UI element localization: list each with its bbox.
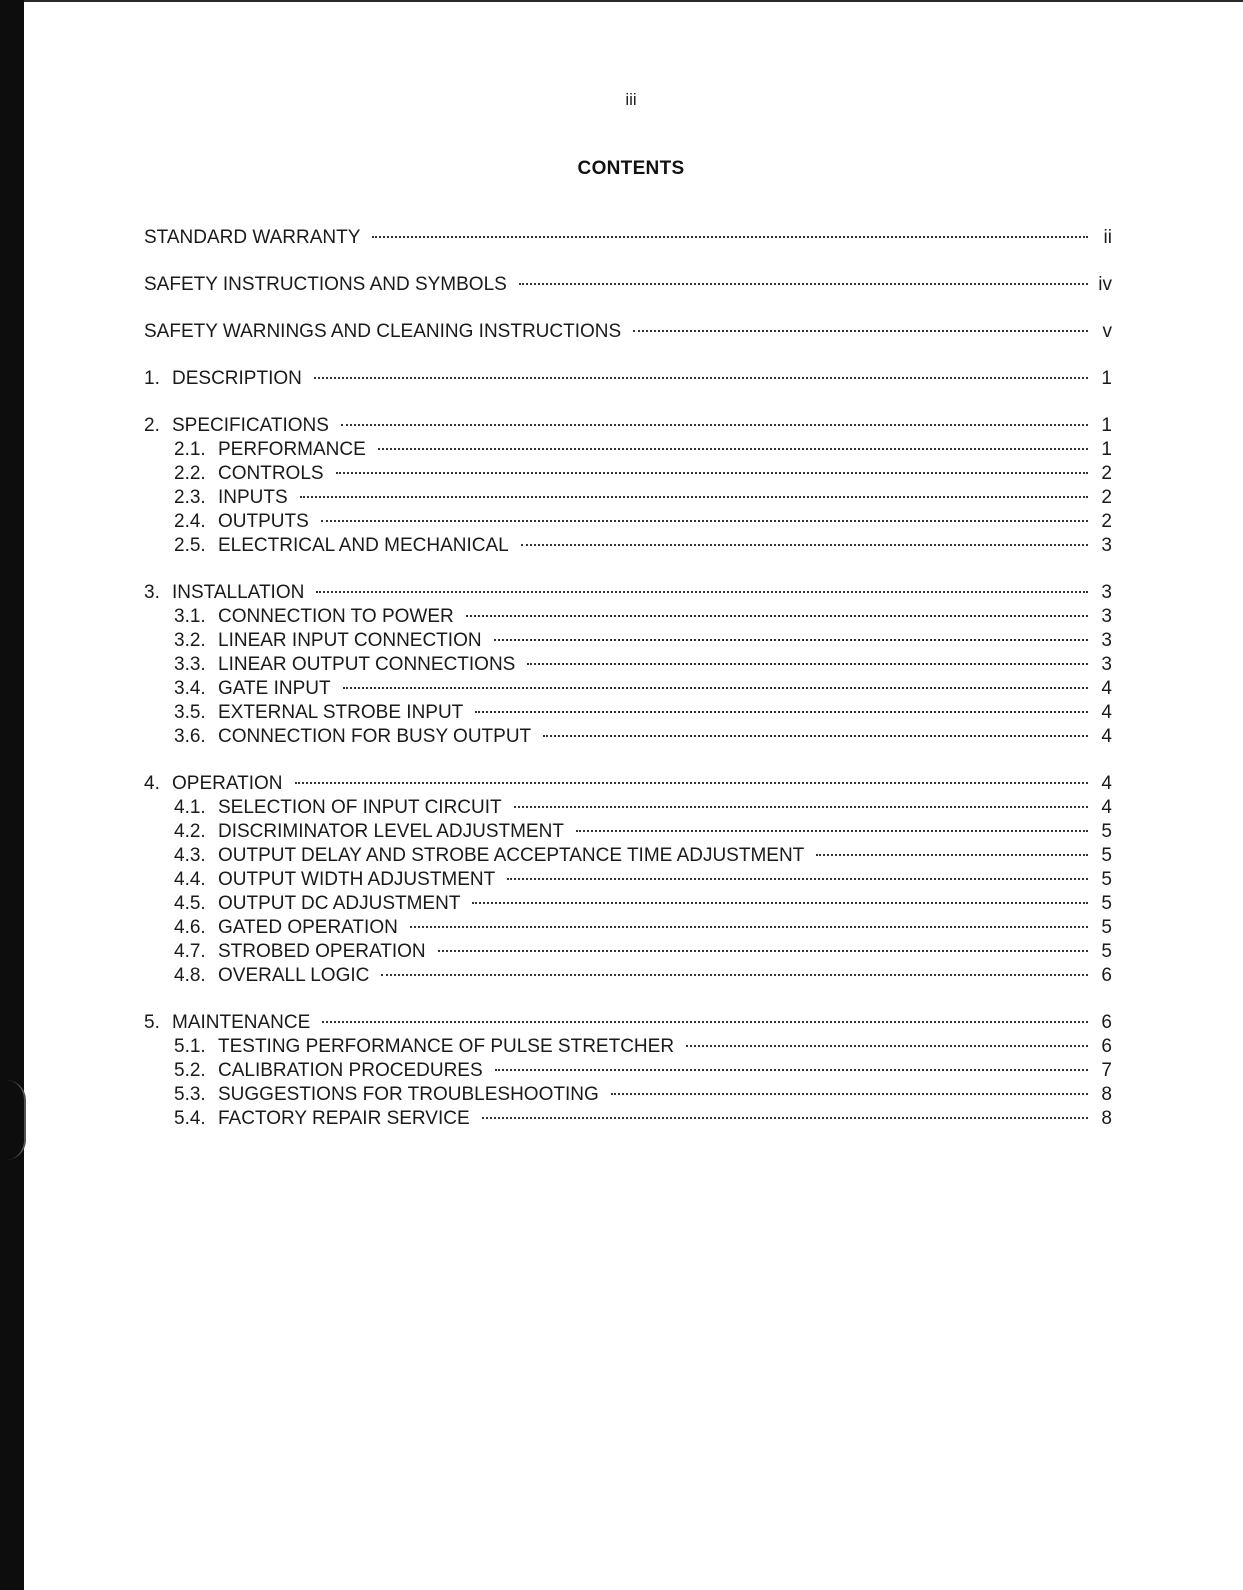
toc-subsection[interactable] [144,1059,1112,1083]
toc-entry-safety-instructions[interactable] [144,273,1112,297]
dot-leader [381,973,1088,976]
toc-subsection[interactable] [144,916,1112,940]
toc-section-label: OPERATION [172,773,283,794]
toc-subsection-number: 3.6. [174,726,206,747]
toc-subsection[interactable] [144,653,1112,677]
toc-section-page: 6 [1101,1012,1112,1033]
toc-subsection-label: LINEAR INPUT CONNECTION [218,630,482,651]
toc-subsection-label: CALIBRATION PROCEDURES [218,1060,483,1081]
toc-subsection-label: ELECTRICAL AND MECHANICAL [218,535,509,556]
binding-mark [4,1080,26,1160]
dot-leader [378,447,1088,450]
toc-subsection-label: CONTROLS [218,463,324,484]
toc-subsection-number: 4.8. [174,965,206,986]
toc-section-label: SPECIFICATIONS [172,415,329,436]
toc-subsection-page: 1 [1101,439,1112,460]
toc-subsection-number: 2.4. [174,511,206,532]
dot-leader [521,543,1088,546]
toc-subsection-number: 5.4. [174,1108,206,1129]
toc-section-page: 1 [1101,368,1112,389]
toc-subsection-number: 4.6. [174,917,206,938]
toc-section-label: DESCRIPTION [172,368,302,389]
toc-section-number: 1. [144,368,160,389]
page-title: CONTENTS [577,158,685,179]
toc-subsection[interactable] [144,868,1112,892]
scan-left-edge [0,0,24,1590]
toc-subsection[interactable] [144,510,1112,534]
toc-entry-page: ii [1103,227,1112,248]
page-number: iii [625,90,637,109]
toc-subsection-number: 3.2. [174,630,206,651]
dot-leader [336,471,1088,474]
toc-entry-page: v [1102,321,1112,342]
toc-subsection-number: 5.1. [174,1036,206,1057]
toc-subsection[interactable] [144,462,1112,486]
toc-subsection-page: 5 [1101,917,1112,938]
dot-leader [316,590,1088,593]
toc-subsection-label: STROBED OPERATION [218,941,426,962]
toc-subsection[interactable] [144,796,1112,820]
toc-subsection-number: 4.7. [174,941,206,962]
dot-leader [507,877,1088,880]
toc-entry-page: iv [1098,274,1112,295]
dot-leader [576,829,1088,832]
dot-leader [519,282,1088,285]
toc-entry-label: SAFETY WARNINGS AND CLEANING INSTRUCTIONS [144,321,622,342]
toc-section-number: 4. [144,773,160,794]
toc-subsection-label: OUTPUT DC ADJUSTMENT [218,893,461,914]
dot-leader [543,734,1088,737]
dot-leader [466,614,1088,617]
toc-subsection-label: OUTPUT DELAY AND STROBE ACCEPTANCE TIME ADJUSTMENT [218,845,805,866]
toc-subsection-number: 3.1. [174,606,206,627]
toc-section-description[interactable] [144,367,1112,391]
toc-section-page: 3 [1101,582,1112,603]
toc-section-page: 1 [1101,415,1112,436]
toc-subsection[interactable] [144,820,1112,844]
toc-subsection-number: 4.5. [174,893,206,914]
toc-subsection[interactable] [144,940,1112,964]
toc-subsection-page: 5 [1101,845,1112,866]
toc-subsection-page: 2 [1101,511,1112,532]
dot-leader [322,1020,1088,1023]
toc-subsection-page: 8 [1101,1108,1112,1129]
toc-section-maintenance[interactable] [144,1011,1112,1035]
dot-leader [816,853,1088,856]
toc-section-specifications[interactable] [144,414,1112,438]
toc-subsection-label: GATE INPUT [218,678,331,699]
toc-entry-label: STANDARD WARRANTY [144,227,361,248]
toc-section-installation[interactable] [144,581,1112,605]
toc-subsection-number: 3.4. [174,678,206,699]
dot-leader [475,710,1088,713]
toc-subsection[interactable] [144,605,1112,629]
dot-leader [514,805,1088,808]
dot-leader [343,686,1088,689]
toc-subsection-number: 4.4. [174,869,206,890]
toc-subsection-page: 4 [1101,702,1112,723]
toc-subsection-page: 3 [1101,630,1112,651]
toc-subsection-label: TESTING PERFORMANCE OF PULSE STRETCHER [218,1036,675,1057]
toc-subsection-page: 5 [1101,941,1112,962]
toc-subsection-page: 5 [1101,893,1112,914]
toc-subsection-page: 5 [1101,869,1112,890]
dot-leader [472,901,1088,904]
toc-subsection-number: 4.1. [174,797,206,818]
dot-leader [482,1116,1088,1119]
toc-subsection-label: CONNECTION FOR BUSY OUTPUT [218,726,532,747]
toc-subsection-number: 2.2. [174,463,206,484]
toc-subsection-number: 2.5. [174,535,206,556]
toc-subsection[interactable] [144,725,1112,749]
toc-subsection-number: 3.5. [174,702,206,723]
toc-subsection[interactable] [144,1035,1112,1059]
dot-leader [527,662,1088,665]
toc-entry-label: SAFETY INSTRUCTIONS AND SYMBOLS [144,274,507,295]
toc-subsection[interactable] [144,701,1112,725]
dot-leader [372,235,1088,238]
dot-leader [300,495,1088,498]
toc-section-label: MAINTENANCE [172,1012,311,1033]
dot-leader [686,1044,1088,1047]
toc-subsection-page: 6 [1101,1036,1112,1057]
toc-subsection-label: DISCRIMINATOR LEVEL ADJUSTMENT [218,821,564,842]
toc-subsection-label: INPUTS [218,487,288,508]
toc-subsection[interactable] [144,1107,1112,1131]
dot-leader [495,1068,1088,1071]
toc-subsection-number: 5.2. [174,1060,206,1081]
dot-leader [314,376,1088,379]
toc-subsection-label: FACTORY REPAIR SERVICE [218,1108,470,1129]
dot-leader [341,423,1088,426]
toc-subsection-number: 5.3. [174,1084,206,1105]
toc-subsection-number: 4.2. [174,821,206,842]
toc-section-operation[interactable] [144,772,1112,796]
toc-subsection[interactable] [144,438,1112,462]
toc-subsection-label: SUGGESTIONS FOR TROUBLESHOOTING [218,1084,599,1105]
toc-subsection-label: SELECTION OF INPUT CIRCUIT [218,797,502,818]
dot-leader [494,638,1088,641]
toc-subsection[interactable] [144,892,1112,916]
toc-entry-safety-warnings[interactable] [144,320,1112,344]
toc-subsection-page: 4 [1101,678,1112,699]
scan-top-edge [0,0,1243,2]
toc-subsection-number: 4.3. [174,845,206,866]
dot-leader [633,329,1088,332]
toc-subsection-page: 3 [1101,535,1112,556]
toc-subsection-number: 2.3. [174,487,206,508]
toc-subsection-label: EXTERNAL STROBE INPUT [218,702,464,723]
toc-subsection-page: 7 [1101,1060,1112,1081]
toc-subsection[interactable] [144,629,1112,653]
dot-leader [295,781,1089,784]
toc-entry-standard-warranty[interactable] [144,226,1112,250]
toc-subsection-page: 2 [1101,487,1112,508]
toc-subsection-label: LINEAR OUTPUT CONNECTIONS [218,654,516,675]
dot-leader [410,925,1088,928]
toc-section-number: 2. [144,415,160,436]
dot-leader [438,949,1088,952]
toc-subsection-page: 6 [1101,965,1112,986]
toc-subsection[interactable] [144,964,1112,988]
toc-section-number: 3. [144,582,160,603]
toc-subsection-label: OUTPUTS [218,511,309,532]
toc-section-number: 5. [144,1012,160,1033]
toc-subsection[interactable] [144,844,1112,868]
toc-subsection-label: GATED OPERATION [218,917,398,938]
toc-subsection[interactable] [144,1083,1112,1107]
dot-leader [321,519,1088,522]
dot-leader [611,1092,1088,1095]
toc-subsection-label: OUTPUT WIDTH ADJUSTMENT [218,869,496,890]
toc-subsection-label: PERFORMANCE [218,439,366,460]
toc-subsection-page: 2 [1101,463,1112,484]
toc-subsection-page: 8 [1101,1084,1112,1105]
toc-subsection-page: 4 [1101,726,1112,747]
toc-subsection[interactable] [144,486,1112,510]
toc-subsection-number: 2.1. [174,439,206,460]
toc-section-page: 4 [1101,773,1112,794]
toc-subsection-label: CONNECTION TO POWER [218,606,454,627]
toc-subsection-page: 4 [1101,797,1112,818]
toc-section-label: INSTALLATION [172,582,305,603]
table-of-contents [144,226,1112,1131]
toc-subsection-page: 5 [1101,821,1112,842]
toc-subsection-number: 3.3. [174,654,206,675]
toc-subsection-label: OVERALL LOGIC [218,965,370,986]
toc-subsection-page: 3 [1101,606,1112,627]
toc-subsection-page: 3 [1101,654,1112,675]
toc-subsection[interactable] [144,677,1112,701]
toc-subsection[interactable] [144,534,1112,558]
